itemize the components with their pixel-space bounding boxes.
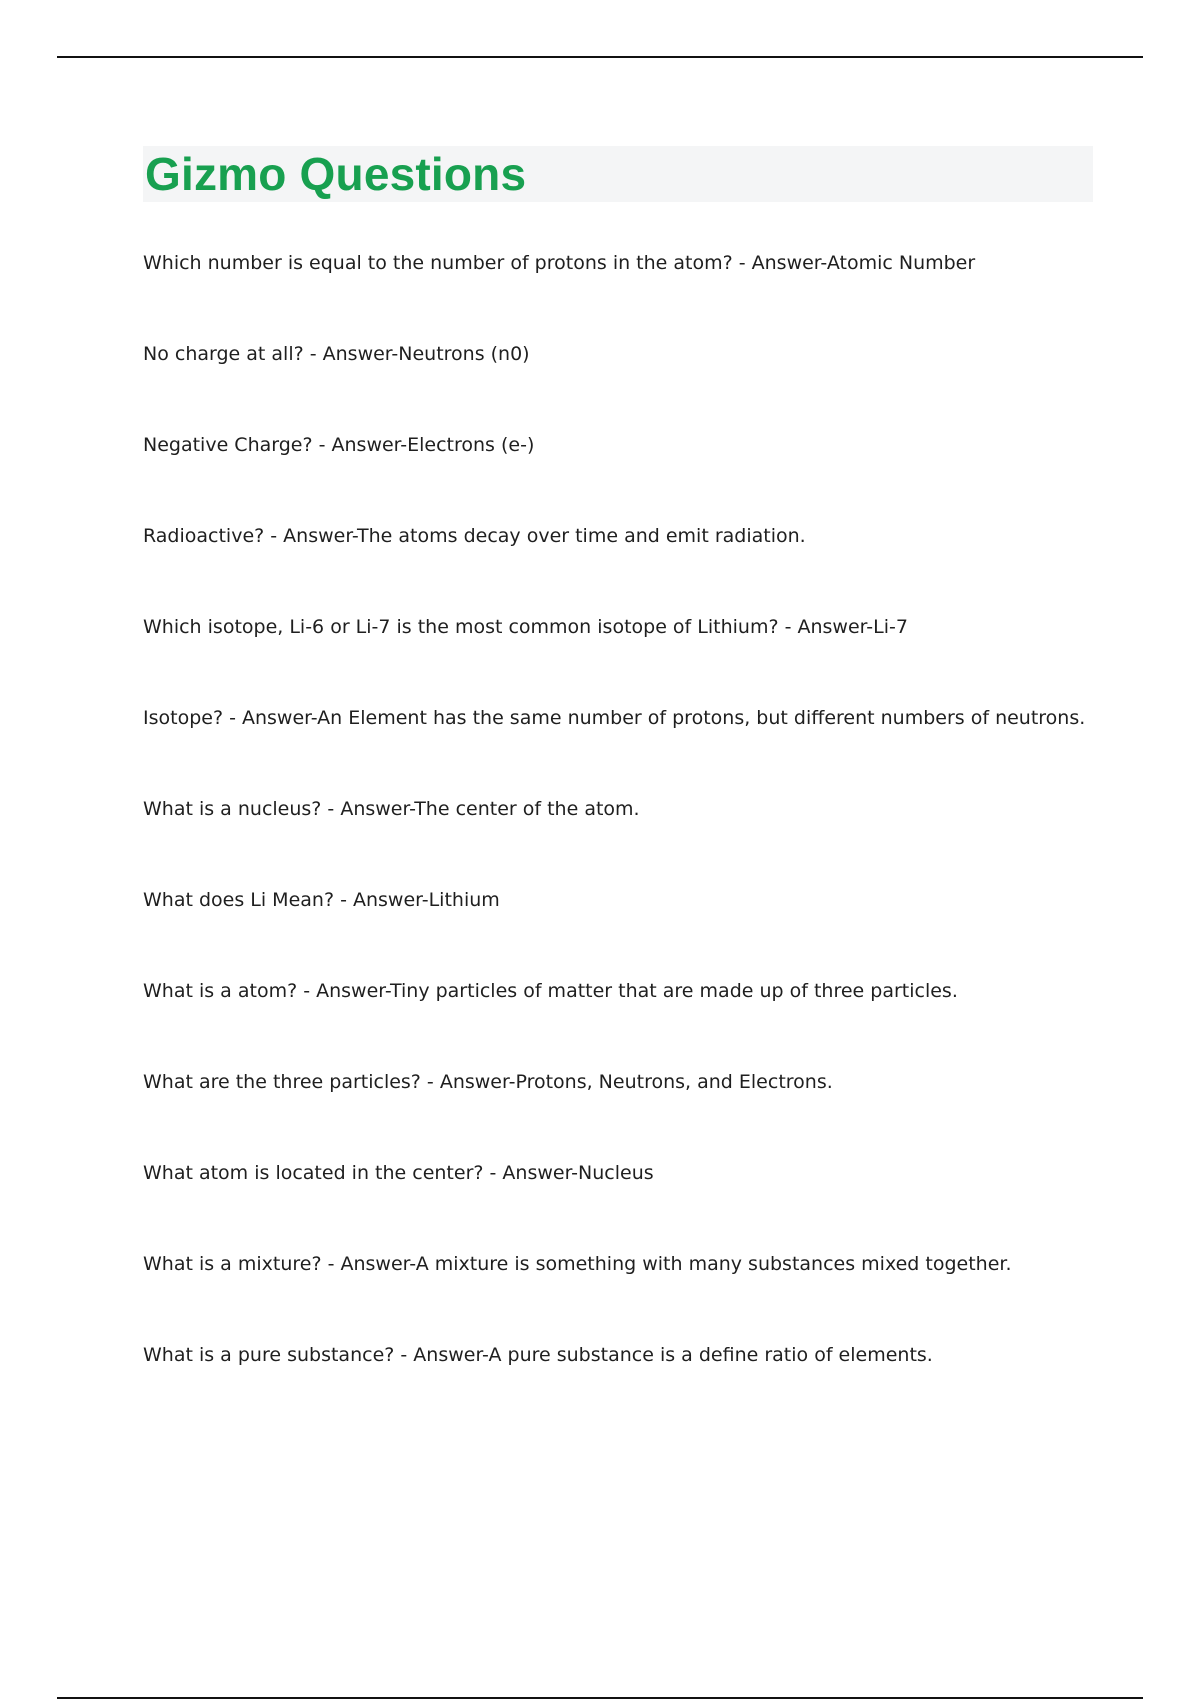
qa-item: What is a nucleus? - Answer-The center of the atom. (143, 798, 640, 820)
qa-item: What is a mixture? - Answer-A mixture is something with many substances mixed together. (143, 1253, 1012, 1275)
qa-item: What atom is located in the center? - Answer-Nucleus (143, 1162, 654, 1184)
title-band (143, 146, 1093, 202)
qa-item: What does Li Mean? - Answer-Lithium (143, 889, 500, 911)
qa-item: Negative Charge? - Answer-Electrons (e-) (143, 434, 535, 456)
qa-item: Isotope? - Answer-An Element has the same number of protons, but different numbers of neutrons. (143, 707, 1086, 729)
qa-item: No charge at all? - Answer-Neutrons (n0) (143, 343, 530, 365)
qa-item: Radioactive? - Answer-The atoms decay over time and emit radiation. (143, 525, 806, 547)
qa-item: Which isotope, Li-6 or Li-7 is the most common isotope of Lithium? - Answer-Li-7 (143, 616, 908, 638)
qa-item: Which number is equal to the number of protons in the atom? - Answer-Atomic Number (143, 252, 976, 274)
header-rule (57, 56, 1143, 58)
qa-item: What is a pure substance? - Answer-A pure substance is a define ratio of elements. (143, 1344, 933, 1366)
qa-item: What are the three particles? - Answer-Protons, Neutrons, and Electrons. (143, 1071, 833, 1093)
page-title: Gizmo Questions (145, 148, 527, 200)
document-body (143, 146, 1093, 1368)
qa-item: What is a atom? - Answer-Tiny particles of matter that are made up of three particles. (143, 980, 958, 1002)
qa-list (143, 250, 1093, 1368)
footer-rule (57, 1697, 1143, 1699)
